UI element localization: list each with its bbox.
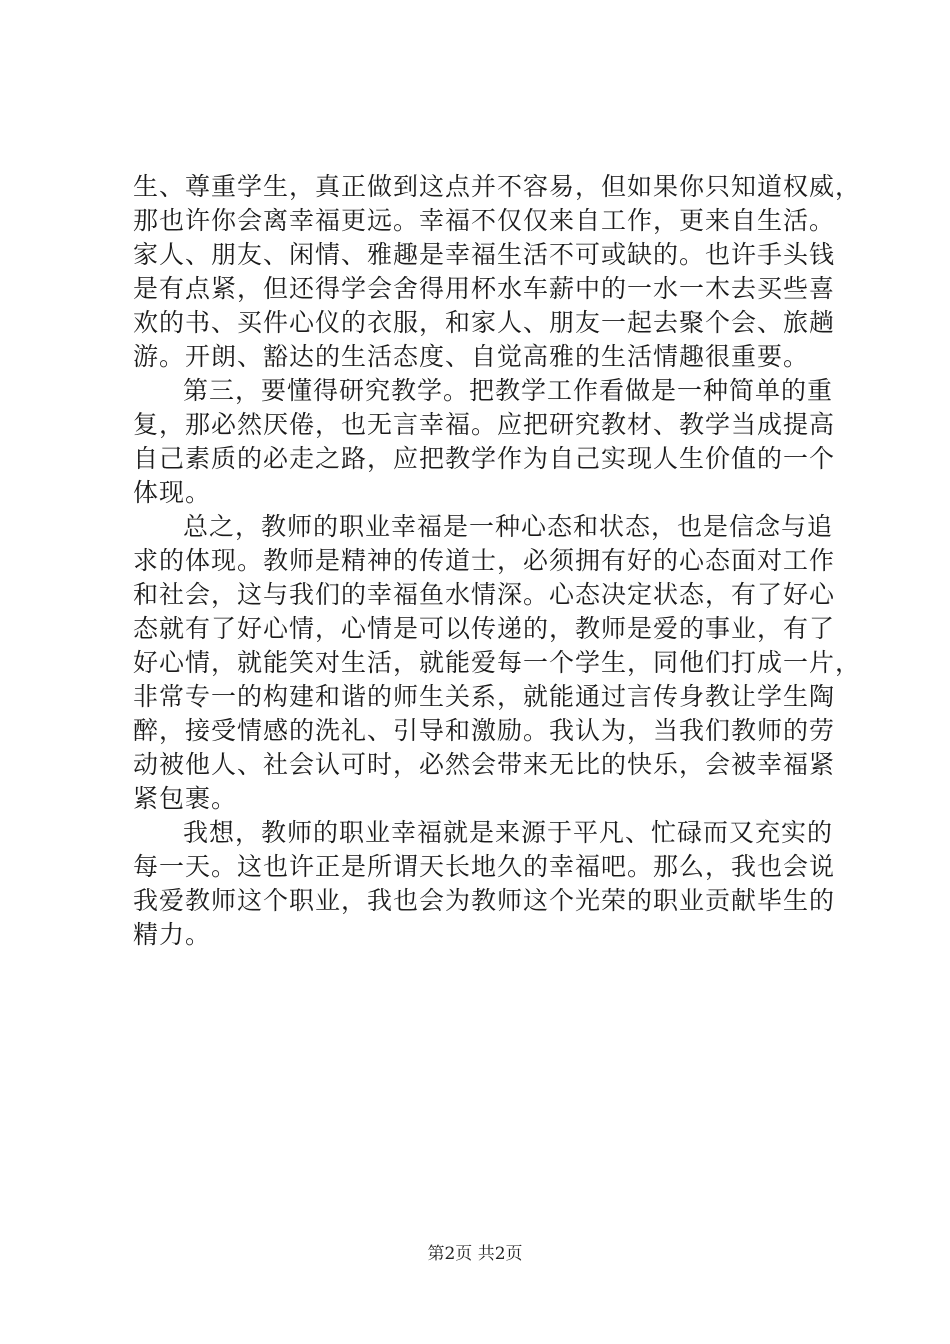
text-line: 求的体现。教师是精神的传道士，必须拥有好的心态面对工作 <box>133 546 836 575</box>
text-line: 态就有了好心情，心情是可以传递的，教师是爱的事业，有了 <box>133 614 836 643</box>
text-line: 游。开朗、豁达的生活态度、自觉高雅的生活情趣很重要。 <box>133 342 810 371</box>
text-line: 生、尊重学生，真正做到这点并不容易，但如果你只知道权威， <box>133 172 862 201</box>
text-line: 和社会，这与我们的幸福鱼水情深。心态决定状态，有了好心 <box>133 580 836 609</box>
text-line: 复，那必然厌倦，也无言幸福。应把研究教材、教学当成提高 <box>133 410 836 439</box>
text-line: 总之，教师的职业幸福是一种心态和状态，也是信念与追 <box>183 512 834 541</box>
text-line: 我爱教师这个职业，我也会为教师这个光荣的职业贡献毕生的 <box>133 886 836 915</box>
body-text <box>133 170 862 952</box>
text-line: 自己素质的必走之路，应把教学作为自己实现人生价值的一个 <box>133 444 836 473</box>
text-line: 是有点紧，但还得学会舍得用杯水车薪中的一水一木去买些喜 <box>133 274 836 303</box>
text-line: 体现。 <box>133 478 212 507</box>
text-line: 醉，接受情感的洗礼、引导和激励。我认为，当我们教师的劳 <box>133 716 836 745</box>
text-line: 每一天。这也许正是所谓天长地久的幸福吧。那么，我也会说 <box>133 852 836 881</box>
text-line: 欢的书、买件心仪的衣服，和家人、朋友一起去聚个会、旅趟 <box>133 308 836 337</box>
text-line: 我想，教师的职业幸福就是来源于平凡、忙碌而又充实的 <box>183 818 834 847</box>
page-footer: 第2页 共2页 <box>427 1244 523 1264</box>
text-line: 非常专一的构建和谐的师生关系，就能通过言传身教让学生陶 <box>133 682 836 711</box>
text-line: 第三，要懂得研究教学。把教学工作看做是一种简单的重 <box>183 376 834 405</box>
text-line: 好心情，就能笑对生活，就能爱每一个学生，同他们打成一片， <box>133 648 862 677</box>
text-line: 紧包裹。 <box>133 784 238 813</box>
text-line: 家人、朋友、闲情、雅趣是幸福生活不可或缺的。也许手头钱 <box>133 240 836 269</box>
text-line: 动被他人、社会认可时，必然会带来无比的快乐，会被幸福紧 <box>133 750 836 779</box>
text-line: 那也许你会离幸福更远。幸福不仅仅来自工作，更来自生活。 <box>133 206 836 235</box>
text-line: 精力。 <box>133 920 212 949</box>
